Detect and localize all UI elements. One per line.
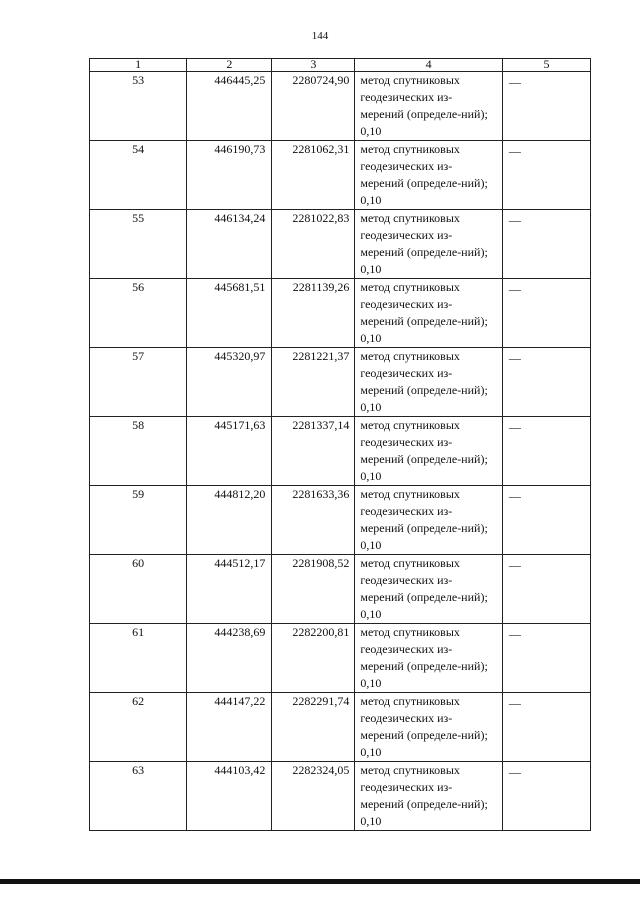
method-text: метод спутниковых геодезических из-мерений (определе-ний); 0,10 [360, 487, 488, 552]
method-cell [355, 762, 503, 831]
note-cell [502, 762, 590, 831]
table-row [90, 279, 591, 348]
note-cell [502, 210, 590, 279]
note-cell [502, 555, 590, 624]
note-dash: — [508, 558, 521, 572]
coordinates-table [89, 58, 591, 831]
point-number: 58 [90, 417, 187, 486]
coord-y: 2281022,83 [272, 210, 355, 279]
note-dash: — [508, 696, 521, 710]
coord-y: 2282200,81 [272, 624, 355, 693]
coord-x: 445171,63 [187, 417, 272, 486]
coord-y: 2282291,74 [272, 693, 355, 762]
point-number: 57 [90, 348, 187, 417]
method-text: метод спутниковых геодезических из-мерений (определе-ний); 0,10 [360, 280, 488, 345]
method-cell [355, 486, 503, 555]
coord-y: 2281221,37 [272, 348, 355, 417]
point-number: 62 [90, 693, 187, 762]
coord-x: 444812,20 [187, 486, 272, 555]
method-cell [355, 210, 503, 279]
table-row [90, 72, 591, 141]
table-row [90, 624, 591, 693]
table-row [90, 486, 591, 555]
coord-y: 2281633,36 [272, 486, 355, 555]
point-number: 63 [90, 762, 187, 831]
note-cell [502, 417, 590, 486]
point-number: 54 [90, 141, 187, 210]
coord-x: 444103,42 [187, 762, 272, 831]
coord-y: 2281139,26 [272, 279, 355, 348]
table-row [90, 555, 591, 624]
coord-x: 444147,22 [187, 693, 272, 762]
table-row [90, 693, 591, 762]
note-dash: — [508, 765, 521, 779]
coord-x: 446134,24 [187, 210, 272, 279]
method-cell [355, 417, 503, 486]
note-cell [502, 279, 590, 348]
table-row [90, 141, 591, 210]
table-row [90, 762, 591, 831]
table-row [90, 417, 591, 486]
point-number: 55 [90, 210, 187, 279]
coord-x: 444512,17 [187, 555, 272, 624]
method-text: метод спутниковых геодезических из-мерений (определе-ний); 0,10 [360, 142, 488, 207]
note-dash: — [508, 420, 521, 434]
method-cell [355, 693, 503, 762]
note-cell [502, 141, 590, 210]
note-dash: — [508, 489, 521, 503]
point-number: 60 [90, 555, 187, 624]
point-number: 53 [90, 72, 187, 141]
coord-y: 2281908,52 [272, 555, 355, 624]
note-dash: — [508, 75, 521, 89]
header-col-2: 2 [187, 59, 272, 72]
note-dash: — [508, 627, 521, 641]
method-text: метод спутниковых геодезических из-мерений (определе-ний); 0,10 [360, 349, 488, 414]
note-cell [502, 348, 590, 417]
coord-y: 2281337,14 [272, 417, 355, 486]
method-text: метод спутниковых геодезических из-мерений (определе-ний); 0,10 [360, 763, 488, 828]
point-number: 59 [90, 486, 187, 555]
method-cell [355, 348, 503, 417]
method-text: метод спутниковых геодезических из-мерений (определе-ний); 0,10 [360, 694, 488, 759]
note-cell [502, 693, 590, 762]
method-text: метод спутниковых геодезических из-мерений (определе-ний); 0,10 [360, 211, 488, 276]
method-text: метод спутниковых геодезических из-мерений (определе-ний); 0,10 [360, 625, 488, 690]
note-dash: — [508, 144, 521, 158]
method-text: метод спутниковых геодезических из-мерений (определе-ний); 0,10 [360, 556, 488, 621]
method-text: метод спутниковых геодезических из-мерений (определе-ний); 0,10 [360, 418, 488, 483]
note-dash: — [508, 213, 521, 227]
coord-x: 445681,51 [187, 279, 272, 348]
note-cell [502, 486, 590, 555]
method-text: метод спутниковых геодезических из-мерений (определе-ний); 0,10 [360, 73, 488, 138]
coord-x: 446190,73 [187, 141, 272, 210]
header-col-1: 1 [90, 59, 187, 72]
coord-y: 2282324,05 [272, 762, 355, 831]
table-row [90, 210, 591, 279]
method-cell [355, 624, 503, 693]
header-col-3: 3 [272, 59, 355, 72]
page-number: 144 [311, 30, 329, 42]
header-col-5: 5 [502, 59, 590, 72]
table-header-row [90, 59, 591, 72]
note-dash: — [508, 282, 521, 296]
table-row [90, 348, 591, 417]
coord-y: 2281062,31 [272, 141, 355, 210]
coord-x: 445320,97 [187, 348, 272, 417]
coord-x: 444238,69 [187, 624, 272, 693]
point-number: 56 [90, 279, 187, 348]
note-dash: — [508, 351, 521, 365]
coord-y: 2280724,90 [272, 72, 355, 141]
note-cell [502, 624, 590, 693]
point-number: 61 [90, 624, 187, 693]
coord-x: 446445,25 [187, 72, 272, 141]
note-cell [502, 72, 590, 141]
bottom-rule [0, 879, 640, 884]
method-cell [355, 279, 503, 348]
header-col-4: 4 [355, 59, 503, 72]
method-cell [355, 555, 503, 624]
method-cell [355, 141, 503, 210]
method-cell [355, 72, 503, 141]
